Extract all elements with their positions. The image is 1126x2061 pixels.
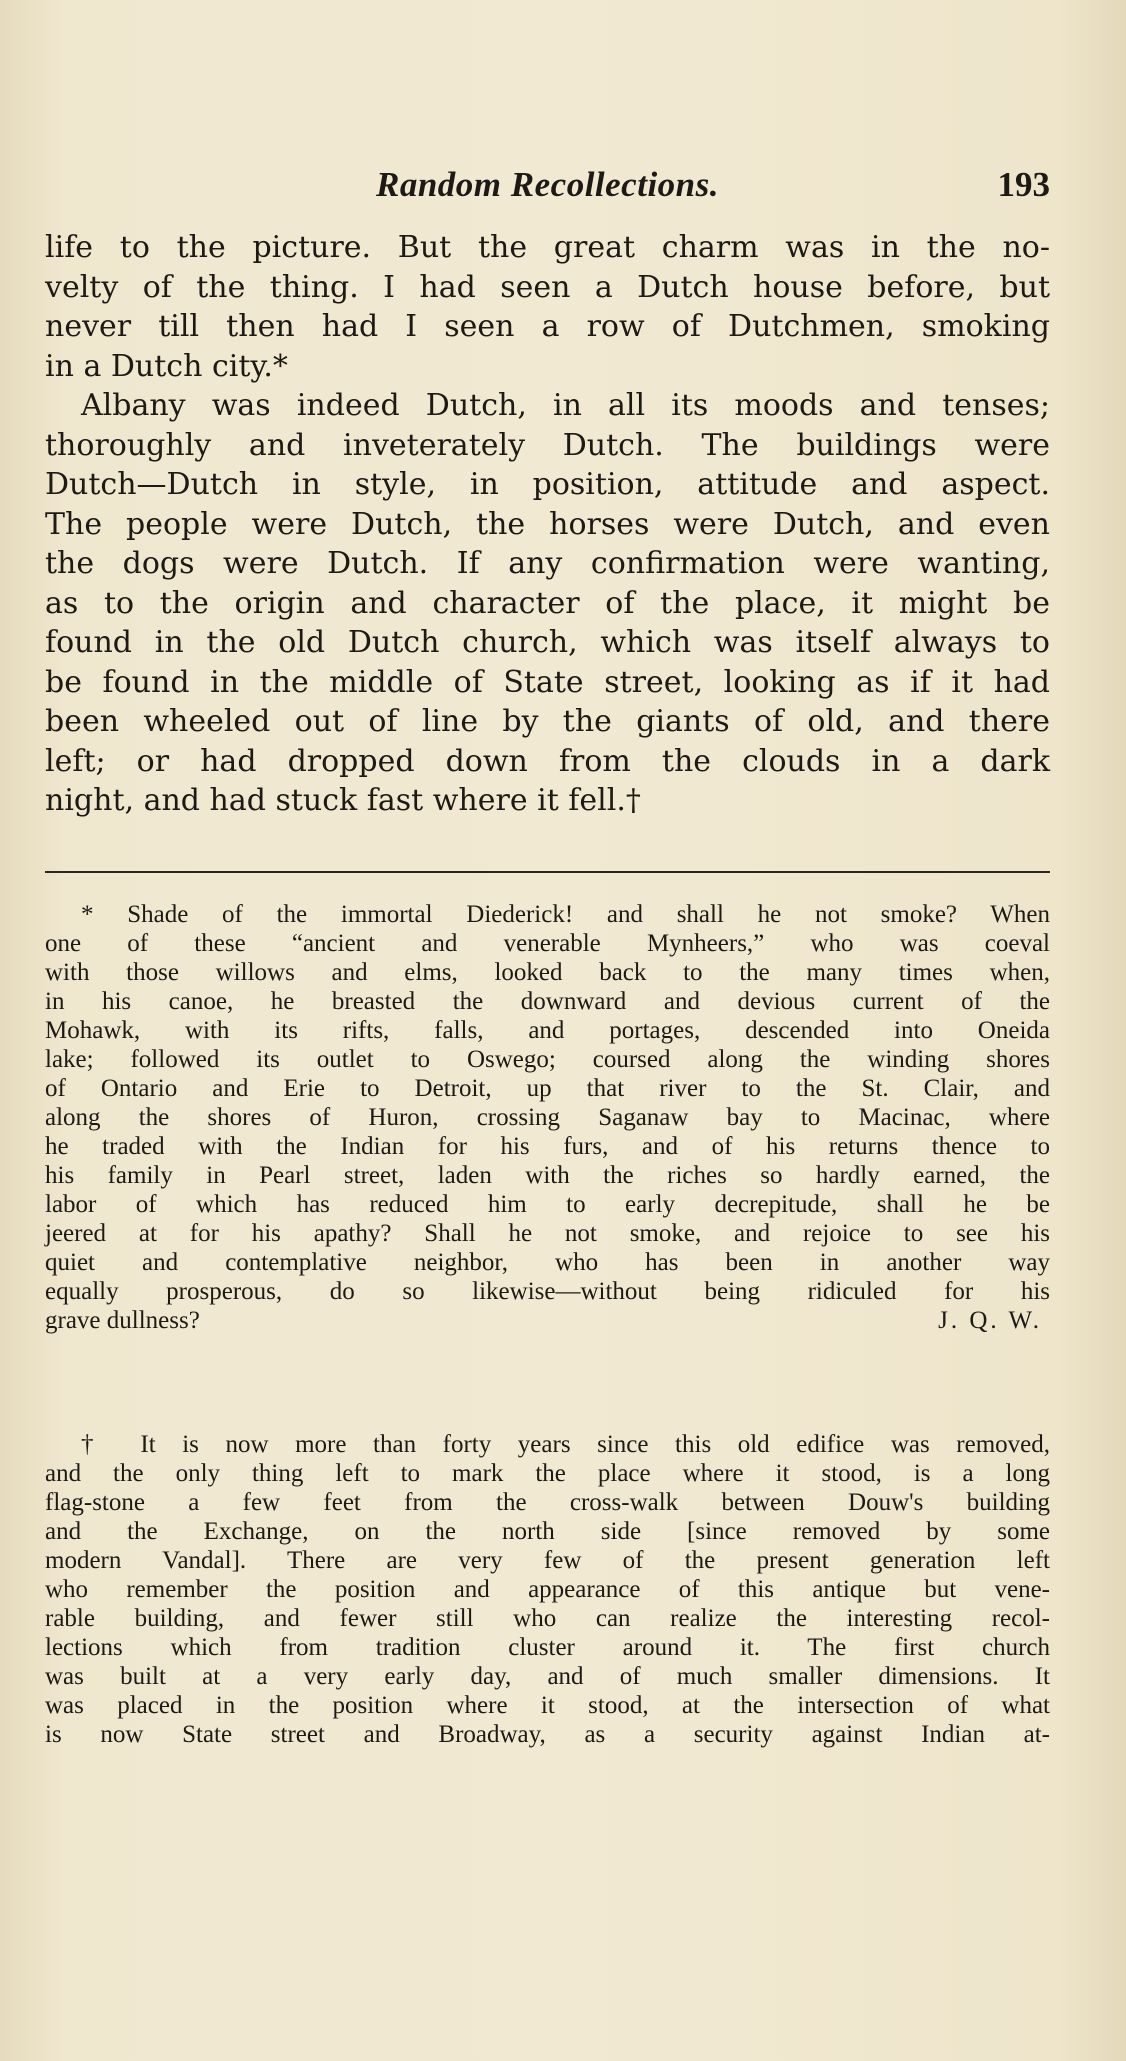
footnote-line: and the Exchange, on the north side [since removed by some [45, 1518, 1050, 1545]
text-line: be found in the middle of State street, looking as if it had [45, 664, 1050, 700]
footnote-line: flag-stone a few feet from the cross-walk between Douw's building [45, 1489, 1050, 1516]
footnote-line: in his canoe, he breasted the downward and devious current of the [45, 988, 1050, 1015]
footnote-line: was placed in the position where it stood, at the intersection of what [45, 1692, 1050, 1719]
text-line: life to the picture. But the great charm was in the no- [45, 230, 1050, 265]
footnote-line: lections which from tradition cluster around it. The first church [45, 1634, 1050, 1661]
text-line: velty of the thing. I had seen a Dutch house before, but [45, 269, 1050, 305]
text-line: been wheeled out of line by the giants of old, and there [45, 704, 1050, 739]
footnote-closing [45, 1306, 1050, 1335]
footnote-church [45, 1430, 1050, 1749]
text-line: The people were Dutch, the horses were Dutch, and even [45, 506, 1050, 542]
footnote-rule [45, 871, 1050, 873]
footnote-line: rable building, and fewer still who can realize the interesting recol- [45, 1605, 1050, 1632]
footnote-line: equally prosperous, do so likewise—without being ridiculed for his [45, 1278, 1050, 1305]
footnote-line: one of these “ancient and venerable Mynheers,” who was coeval [45, 930, 1050, 957]
footnote-line: labor of which has reduced him to early decrepitude, shall he be [45, 1191, 1050, 1218]
page-number: 193 [997, 165, 1050, 204]
footnote-line: was built at a very early day, and of much smaller dimensions. It [45, 1663, 1050, 1690]
footnote-line: jeered at for his apathy? Shall he not smoke, and rejoice to see his [45, 1220, 1050, 1247]
footnote-line: grave dullness? [45, 1307, 200, 1334]
text-line: Dutch—Dutch in style, in position, attitude and aspect. [45, 467, 1050, 502]
text-line: in a Dutch city.* [45, 348, 288, 384]
footnote-signature: J. Q. W. [938, 1307, 1042, 1334]
running-title: Random Recollections. [376, 165, 719, 204]
main-text [45, 228, 1050, 821]
footnote-line: modern Vandal]. There are very few of the present generation left [45, 1547, 1050, 1574]
footnote-smoke [45, 900, 1050, 1335]
footnote-line: who remember the position and appearance of this antique but vene- [45, 1576, 1050, 1603]
text-line: never till then had I seen a row of Dutchmen, smoking [45, 309, 1050, 344]
footnote-line: and the only thing left to mark the place where it stood, is a long [45, 1460, 1050, 1487]
text-line: left; or had dropped down from the clouds in a dark [45, 743, 1050, 779]
text-line: the dogs were Dutch. If any confirmation were wanting, [45, 546, 1050, 581]
footnote-line: is now State street and Broadway, as a security against Indian at- [45, 1721, 1050, 1748]
text-line: night, and had stuck fast where it fell.† [45, 783, 641, 818]
footnote-line: Mohawk, with its rifts, falls, and portages, descended into Oneida [45, 1017, 1050, 1044]
text-line: Albany was indeed Dutch, in all its moods and tenses; [81, 388, 1050, 423]
footnote-line: quiet and contemplative neighbor, who has been in another way [45, 1249, 1050, 1276]
footnote-line: he traded with the Indian for his furs, and of his returns thence to [45, 1133, 1050, 1160]
page-header [45, 165, 1050, 225]
footnote-line: with those willows and elms, looked back to the many times when, [45, 959, 1050, 986]
footnote-line: of Ontario and Erie to Detroit, up that river to the St. Clair, and [45, 1075, 1050, 1102]
footnote-line: * Shade of the immortal Diederick! and shall he not smoke? When [81, 901, 1050, 928]
text-line: found in the old Dutch church, which was itself always to [45, 625, 1050, 660]
footnote-line: along the shores of Huron, crossing Saganaw bay to Macinac, where [45, 1104, 1050, 1131]
text-line: as to the origin and character of the place, it might be [45, 585, 1050, 621]
text-line: thoroughly and inveterately Dutch. The buildings were [45, 427, 1050, 463]
footnote-line: † It is now more than forty years since this old edifice was removed, [81, 1431, 1050, 1458]
footnote-line: lake; followed its outlet to Oswego; coursed along the winding shores [45, 1046, 1050, 1073]
footnote-line: his family in Pearl street, laden with the riches so hardly earned, the [45, 1162, 1050, 1189]
